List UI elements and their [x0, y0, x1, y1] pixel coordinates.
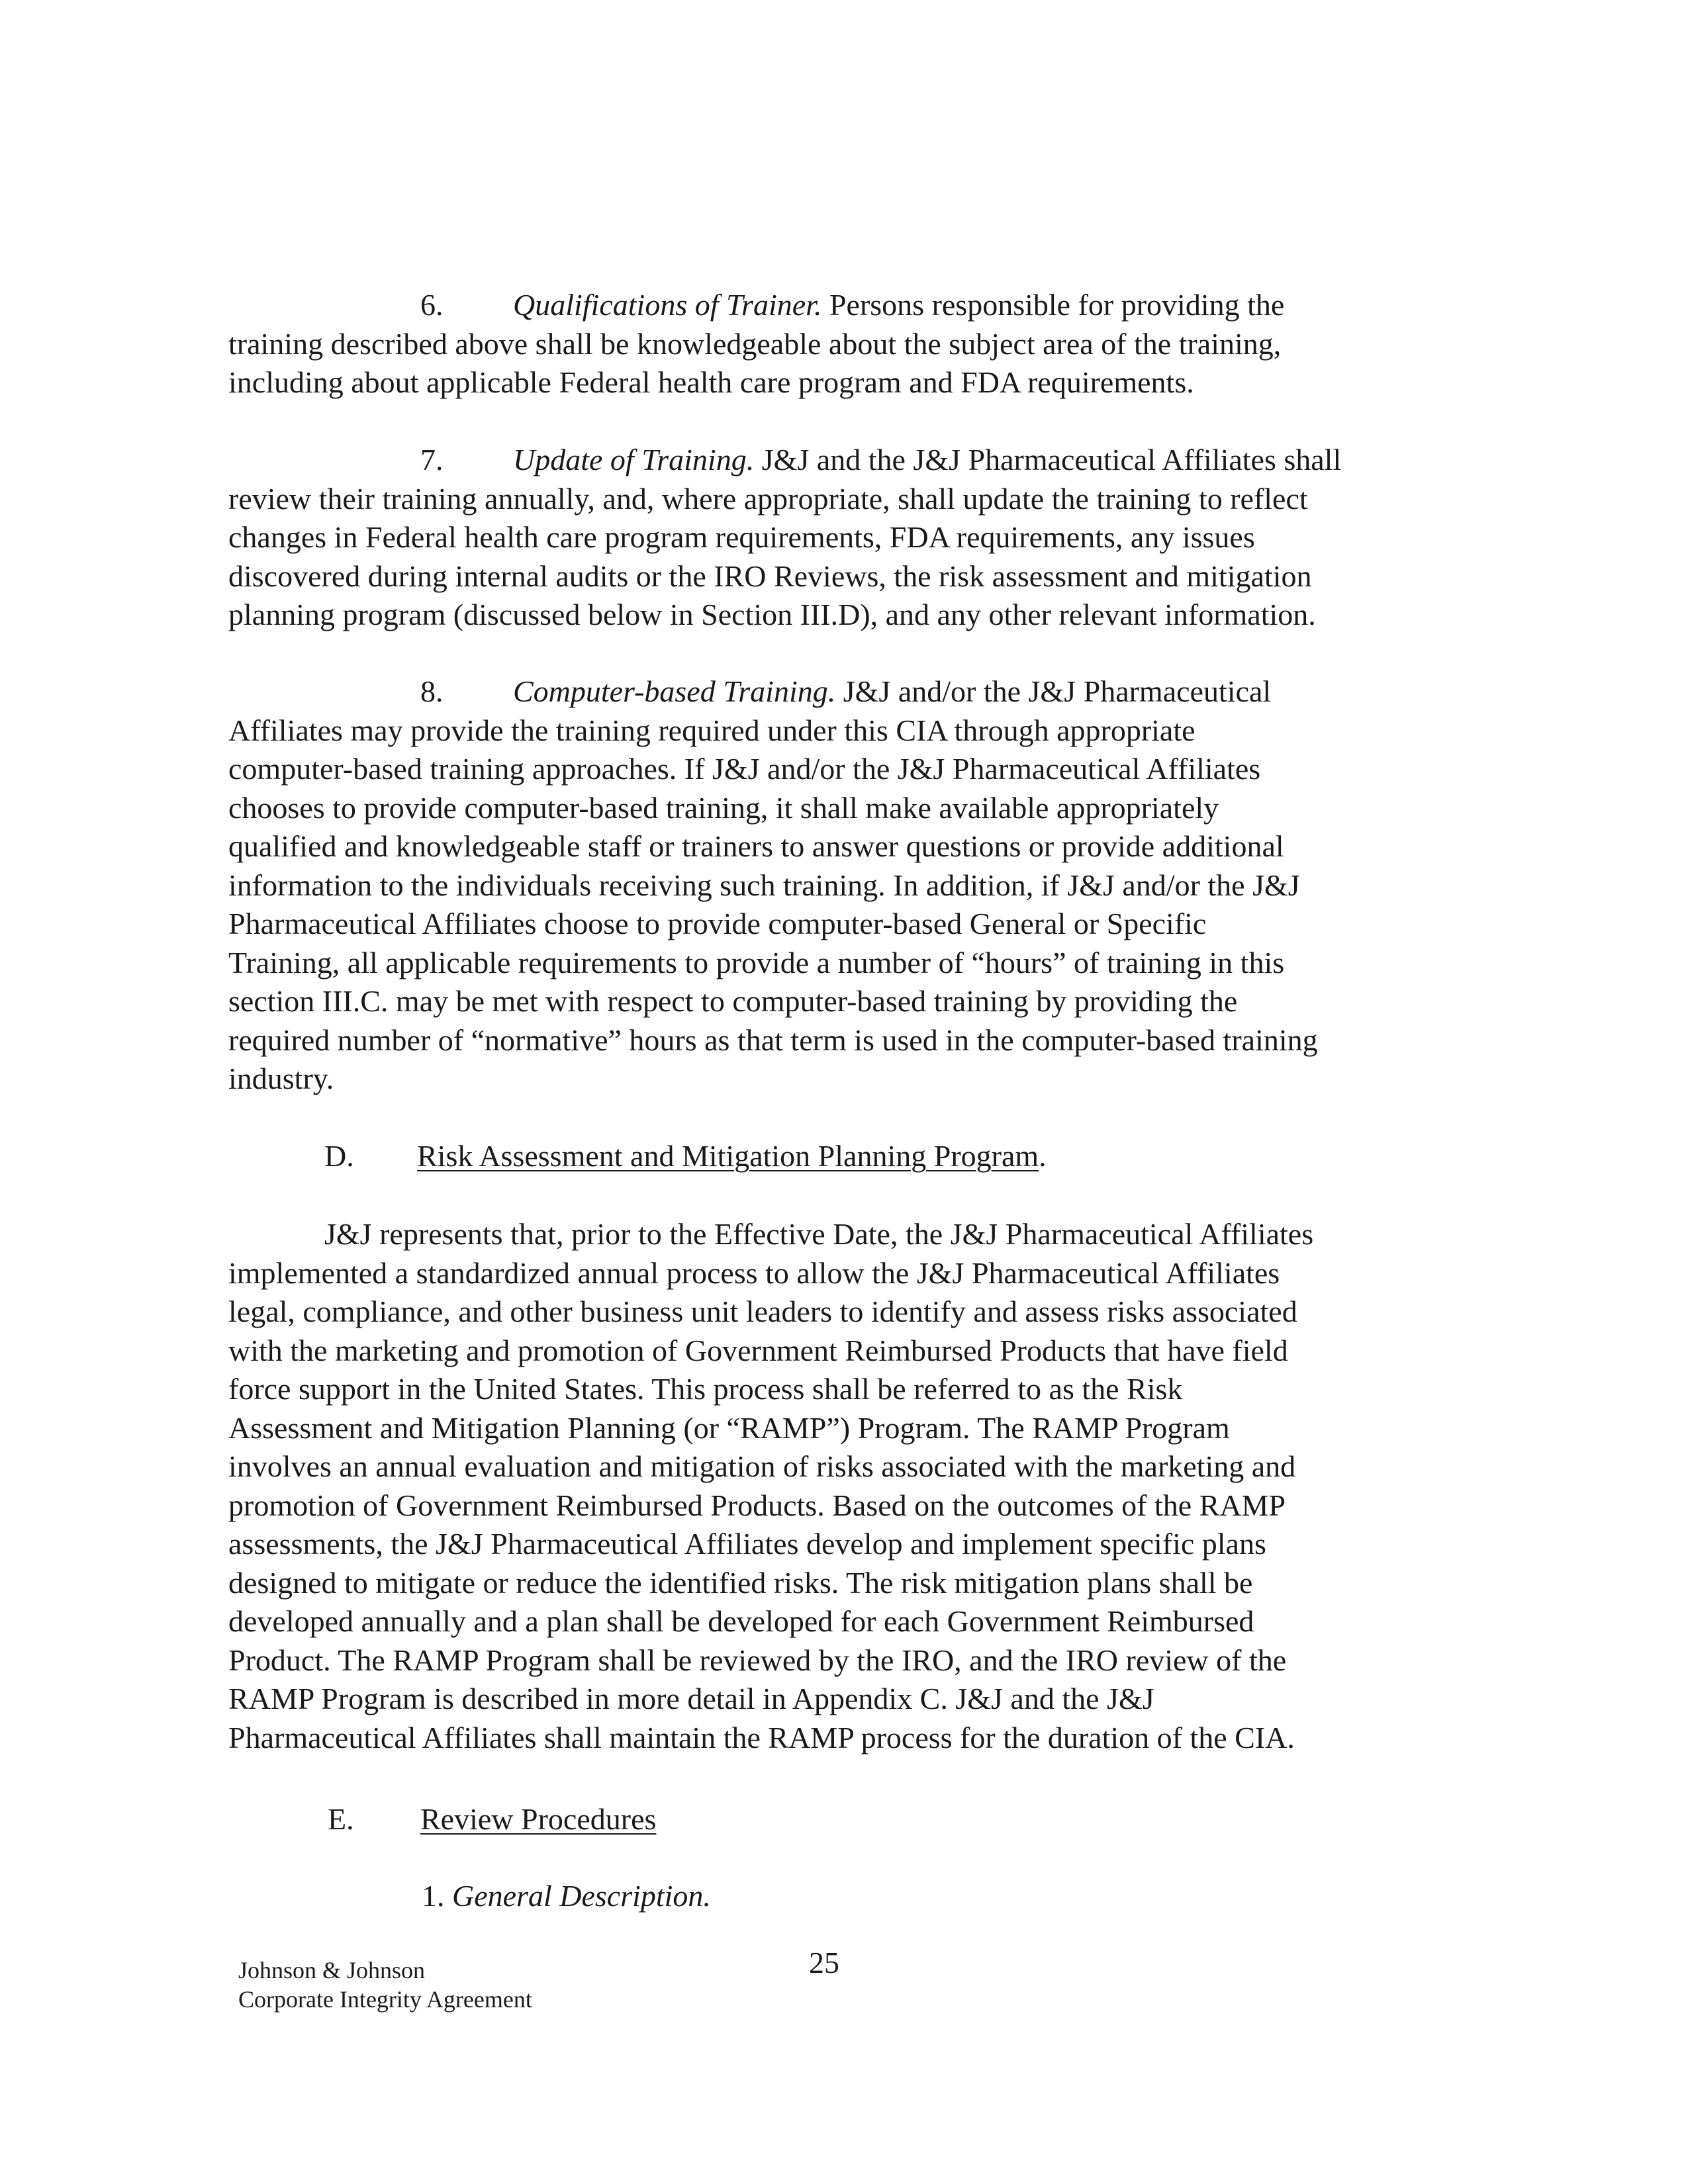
footer-document-name: Corporate Integrity Agreement — [238, 1986, 532, 2013]
section-d-line: designed to mitigate or reduce the identified risks. The risk mitigation plans shall be — [228, 1565, 1253, 1600]
section-8-line: section III.C. may be met with respect to computer-based training by providing the — [228, 984, 1238, 1018]
section-6-line: including about applicable Federal health care program and FDA requirements. — [228, 365, 1194, 399]
section-6-line: Persons responsible for providing the — [821, 288, 1285, 322]
section-8-line: chooses to provide computer-based training, it shall make available appropriately — [228, 790, 1219, 825]
section-6-number: 6. — [420, 288, 444, 322]
section-d-heading — [324, 1137, 1047, 1175]
section-6-title: Qualifications of Trainer. — [513, 288, 822, 322]
section-8-line: industry. — [228, 1062, 334, 1095]
section-7-line: changes in Federal health care program requirements, FDA requirements, any issues — [228, 520, 1255, 554]
section-d-title: Risk Assessment and Mitigation Planning Program — [417, 1139, 1039, 1173]
section-7-line: discovered during internal audits or the IRO Reviews, the risk assessment and mitigation — [228, 559, 1312, 593]
section-8-number: 8. — [420, 674, 444, 708]
section-d-line: developed annually and a plan shall be developed for each Government Reimbursed — [228, 1604, 1254, 1638]
section-8-line: J&J and/or the J&J Pharmaceutical — [835, 674, 1272, 708]
section-7-line: planning program (discussed below in Section III.D), and any other relevant information. — [228, 598, 1316, 631]
section-6-line: training described above shall be knowledgeable about the subject area of the training, — [228, 326, 1282, 361]
section-7-line: J&J and the J&J Pharmaceutical Affiliates shall — [754, 443, 1342, 477]
section-e-heading — [328, 1800, 656, 1839]
section-d-line: force support in the United States. This process shall be referred to as the Risk — [228, 1372, 1183, 1406]
footer-company-name: Johnson & Johnson — [238, 1957, 426, 1983]
section-e1-number: 1. — [422, 1879, 445, 1913]
section-8-title: Computer-based Training. — [513, 674, 836, 708]
section-d-letter: D. — [324, 1139, 354, 1173]
section-d-trail: . — [1039, 1139, 1047, 1173]
page-number: 25 — [809, 1946, 839, 1979]
section-8-line: information to the individuals receiving such training. In addition, if J&J and/or the J&J — [228, 868, 1300, 902]
section-d-paragraph — [228, 1215, 1446, 1757]
section-e1-heading — [422, 1877, 711, 1915]
section-d-line: with the marketing and promotion of Government Reimbursed Products that have field — [228, 1333, 1288, 1367]
section-8-line: required number of “normative” hours as that term is used in the computer-based training — [228, 1023, 1318, 1057]
section-d-line: implemented a standardized annual process to allow the J&J Pharmaceutical Affiliates — [228, 1255, 1280, 1290]
section-d-line: J&J represents that, prior to the Effective Date, the J&J Pharmaceutical Affiliates — [324, 1217, 1314, 1251]
section-d-line: Product. The RAMP Program shall be reviewed by the IRO, and the IRO review of the — [228, 1643, 1287, 1677]
section-d-line: involves an annual evaluation and mitigation of risks associated with the marketing and — [228, 1449, 1296, 1483]
section-d-line: Pharmaceutical Affiliates shall maintain the RAMP process for the duration of the CIA. — [228, 1720, 1295, 1754]
section-6 — [228, 286, 1446, 402]
section-7-number: 7. — [420, 443, 444, 477]
section-d-line: RAMP Program is described in more detail in Appendix C. J&J and the J&J — [228, 1682, 1154, 1715]
section-d-line: promotion of Government Reimbursed Products. Based on the outcomes of the RAMP — [228, 1488, 1286, 1522]
section-e1-title: General Description. — [452, 1879, 711, 1913]
section-7-title: Update of Training. — [513, 443, 755, 477]
footer-company — [238, 1956, 532, 2014]
section-8-line: Training, all applicable requirements to provide a number of “hours” of training in this — [228, 945, 1285, 979]
section-d-line: Assessment and Mitigation Planning (or “RAMP”) Program. The RAMP Program — [228, 1410, 1230, 1445]
section-8-line: Affiliates may provide the training required under this CIA through appropriate — [228, 713, 1196, 747]
section-e-title: Review Procedures — [420, 1802, 657, 1836]
section-e-letter: E. — [328, 1802, 354, 1836]
section-7-line: review their training annually, and, where appropriate, shall update the training to reflect — [228, 481, 1308, 516]
section-8 — [228, 672, 1446, 1099]
section-8-line: qualified and knowledgeable staff or trainers to answer questions or provide additional — [228, 829, 1284, 863]
section-8-line: computer-based training approaches. If J&J and/or the J&J Pharmaceutical Affiliates — [228, 752, 1261, 786]
section-d-line: assessments, the J&J Pharmaceutical Affiliates develop and implement specific plans — [228, 1527, 1266, 1561]
section-8-line: Pharmaceutical Affiliates choose to provide computer-based General or Specific — [228, 907, 1207, 940]
section-d-line: legal, compliance, and other business unit leaders to identify and assess risks associated — [228, 1295, 1297, 1328]
section-7 — [228, 441, 1446, 635]
